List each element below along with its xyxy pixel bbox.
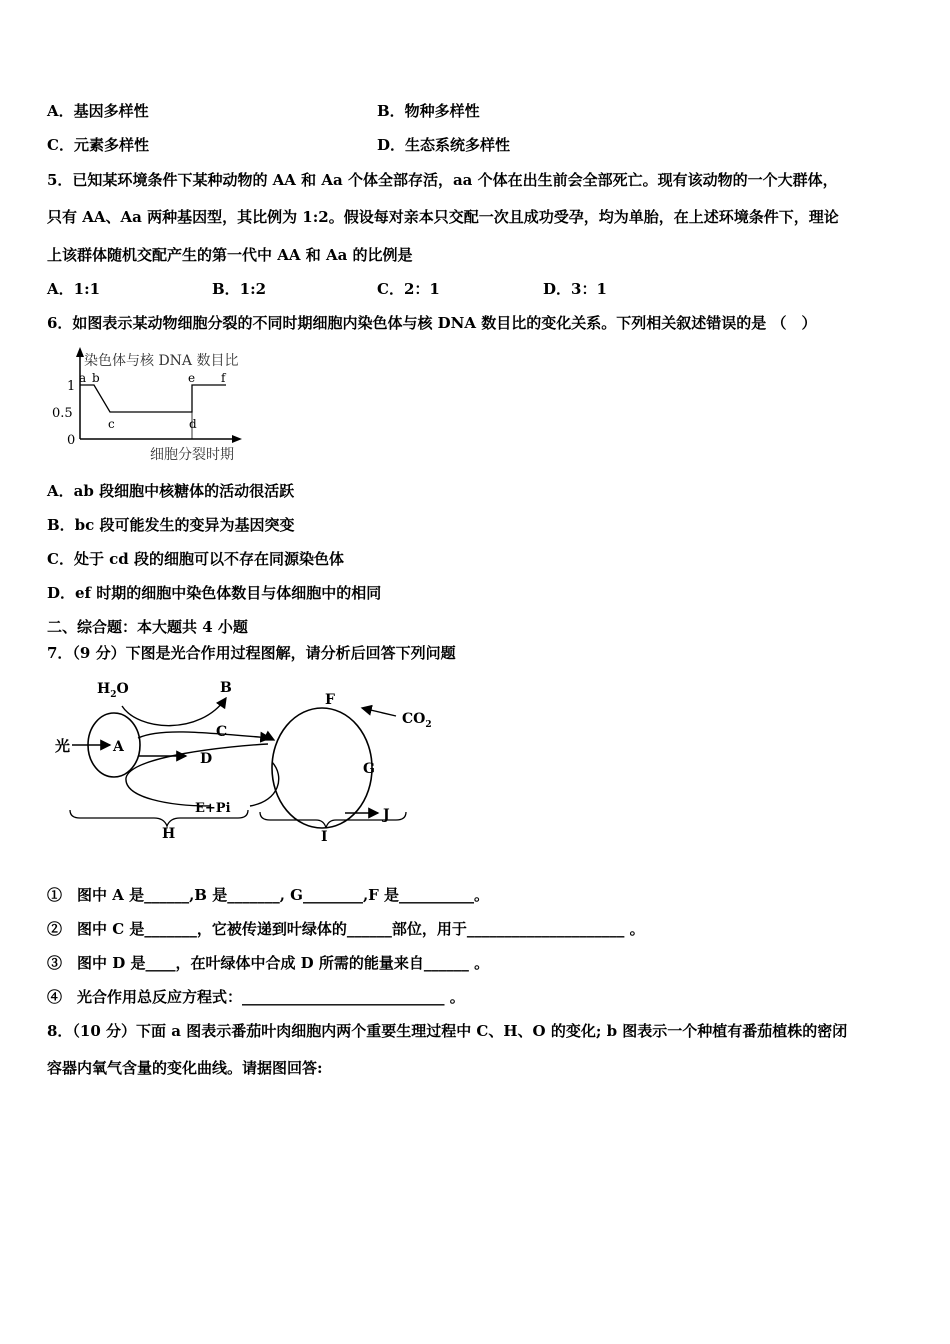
q8-line-2: 容器内氧气含量的变化曲线。请据图回答: (47, 1059, 323, 1077)
q6-option-b: B．bc 段可能发生的变异为基因突变 (47, 516, 295, 534)
arrow-c (138, 732, 270, 738)
q4-option-b: B．物种多样性 (377, 102, 480, 120)
q4-option-d: D．生态系统多样性 (377, 136, 511, 154)
tick-1: 1 (67, 379, 76, 394)
q5-line-3: 上该群体随机交配产生的第一代中 AA 和 Aa 的比例是 (47, 246, 413, 264)
q7-stem: 7．（9 分）下图是光合作用过程图解，请分析后回答下列问题 (47, 644, 456, 662)
q7-sub-3: ③ 图中 D 是____，在叶绿体中合成 D 所需的能量来自______ 。 (47, 954, 490, 972)
x-axis-arrow (232, 435, 242, 443)
q6-option-a: A．ab 段细胞中核糖体的活动很活跃 (47, 482, 295, 500)
label-co2: $CO_2$ (402, 711, 432, 730)
point-d: d (189, 417, 197, 431)
label-light: 光 (55, 737, 71, 755)
q7-sub-1: ① 图中 A 是______,B 是_______, G________,F 是__________。 (47, 886, 490, 904)
point-e: e (188, 371, 196, 385)
photosynthesis-diagram (50, 676, 440, 846)
chart-ylabel: 染色体与核 DNA 数目比 (84, 353, 239, 369)
q8-line-1: 8．（10 分）下面 a 图表示番茄叶肉细胞内两个重要生理过程中 C、H、O 的变化; b 图表示一个种植有番茄植株的密闭 (47, 1022, 848, 1040)
q5-option-a: A．1:1 (47, 280, 101, 298)
co2-arrow (362, 708, 396, 716)
label-e-pi: E+Pi (195, 801, 231, 816)
label-f: F (325, 692, 335, 708)
cycle-d-lower (126, 744, 268, 806)
point-b: b (92, 371, 100, 385)
arrow-into-cycle (270, 738, 274, 740)
q6-stem: 6．如图表示某动物细胞分裂的不同时期细胞内染色体与核 DNA 数目比的变化关系。下列相关叙述错误的是 （ ） (47, 314, 817, 332)
label-a: A (113, 739, 124, 755)
q4-option-c: C．元素多样性 (47, 136, 149, 154)
point-c: c (108, 417, 115, 431)
y-axis-arrow (76, 347, 84, 357)
q7-sub-4: ④ 光合作用总反应方程式：___________________________ 。 (47, 988, 465, 1006)
label-i: I (321, 829, 328, 845)
section-2-heading: 二、综合题：本大题共 4 小题 (47, 618, 248, 636)
arrow-to-b (122, 698, 226, 726)
label-h: H (162, 826, 176, 842)
q5-option-b: B．1:2 (212, 280, 267, 298)
label-j: J (383, 807, 390, 823)
tick-0: 0 (67, 433, 76, 448)
label-d: D (200, 751, 213, 767)
label-h2o: $H_2O$ (97, 681, 129, 700)
chart-xlabel: 细胞分裂时期 (150, 447, 234, 463)
q4-option-a: A．基因多样性 (47, 102, 149, 120)
q5-line-1: 5．已知某环境条件下某种动物的 AA 和 Aa 个体全部存活，aa 个体在出生前会全部死亡。现有该动物的一个大群体， (47, 171, 838, 189)
q6-option-d: D．ef 时期的细胞中染色体数目与体细胞中的相同 (47, 584, 382, 602)
point-f: f (221, 371, 226, 385)
label-g: G (363, 761, 375, 777)
tick-0-5: 0.5 (52, 406, 73, 421)
calvin-cycle (272, 708, 372, 828)
q5-line-2: 只有 AA、Aa 两种基因型，其比例为 1:2。假设每对亲本只交配一次且成功受孕，均为单胎，在上述环境条件下，理论 (47, 208, 839, 226)
q7-sub-2: ② 图中 C 是_______，它被传递到叶绿体的______部位，用于_____________________ 。 (47, 920, 645, 938)
q6-option-c: C．处于 cd 段的细胞可以不存在同源染色体 (47, 550, 345, 568)
q5-option-d: D．3：1 (543, 280, 607, 298)
q6-ratio-chart (50, 343, 280, 468)
point-a: a (79, 371, 87, 385)
q5-option-c: C．2：1 (377, 280, 440, 298)
ratio-curve (80, 385, 226, 412)
label-c: C (216, 724, 228, 740)
label-b: B (220, 680, 232, 696)
